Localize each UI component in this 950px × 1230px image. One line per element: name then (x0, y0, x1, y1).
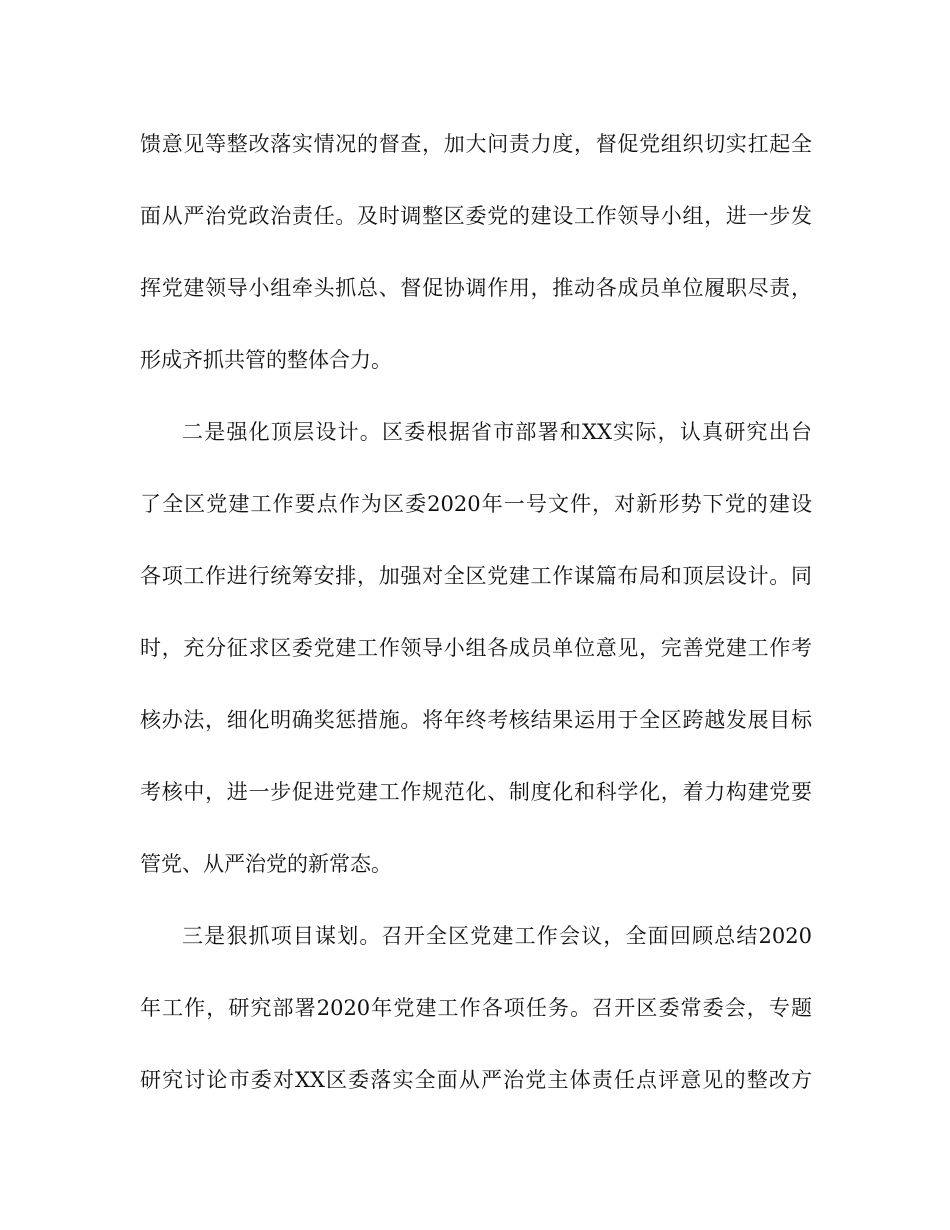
paragraph-first-line: 二是强化顶层设计。区委根据省市部署和XX实际，认真研究出台 (182, 420, 812, 444)
text-line: 了全区党建工作要点作为区委2020年一号文件，对新形势下党的建设 (140, 492, 812, 516)
text-line: 研究讨论市委对XX区委落实全面从严治党主体责任点评意见的整改方 (140, 1068, 812, 1092)
text-line: 形成齐抓共管的整体合力。 (140, 348, 392, 372)
text-line: 各项工作进行统筹安排，加强对全区党建工作谋篇布局和顶层设计。同 (140, 564, 812, 588)
text-line: 管党、从严治党的新常态。 (140, 852, 392, 876)
text-line: 时，充分征求区委党建工作领导小组各成员单位意见，完善党建工作考 (140, 636, 812, 660)
paragraph-first-line: 三是狠抓项目谋划。召开全区党建工作会议，全面回顾总结2020 (182, 924, 812, 948)
text-line: 核办法，细化明确奖惩措施。将年终考核结果运用于全区跨越发展目标 (140, 708, 812, 732)
text-line: 考核中，进一步促进党建工作规范化、制度化和科学化，着力构建党要 (140, 780, 812, 804)
text-line: 面从严治党政治责任。及时调整区委党的建设工作领导小组，进一步发 (140, 204, 812, 228)
text-line: 馈意见等整改落实情况的督查，加大问责力度，督促党组织切实扛起全 (140, 132, 812, 156)
text-line: 挥党建领导小组牵头抓总、督促协调作用，推动各成员单位履职尽责， (140, 276, 812, 300)
text-line: 年工作，研究部署2020年党建工作各项任务。召开区委常委会，专题 (140, 996, 812, 1020)
